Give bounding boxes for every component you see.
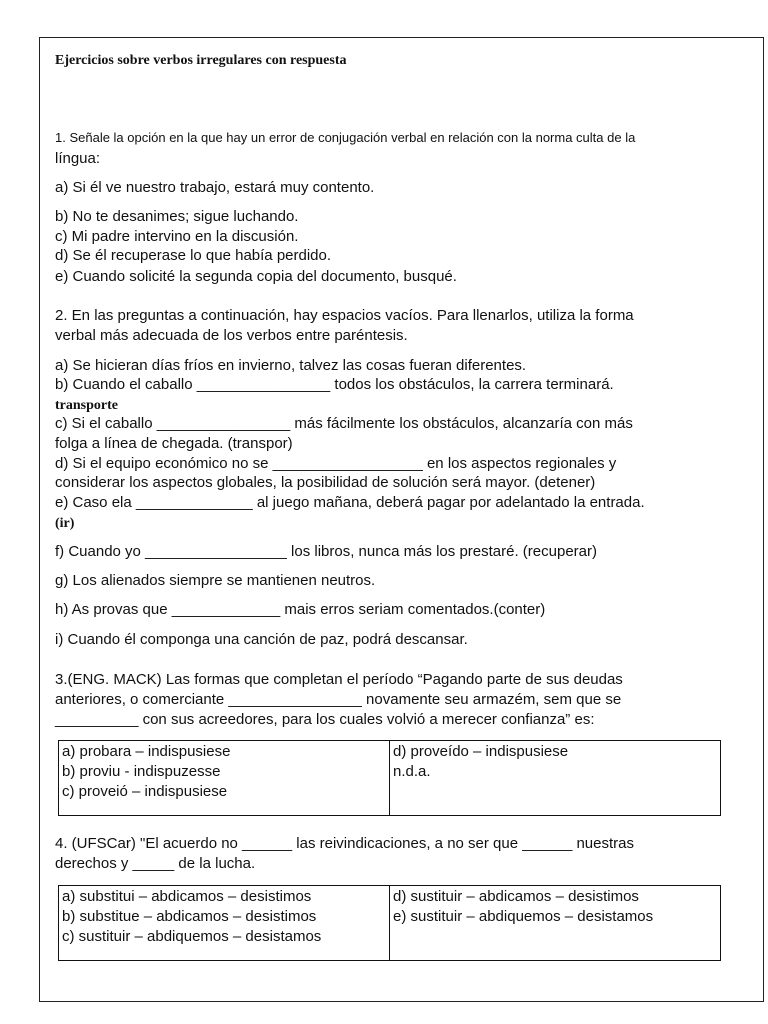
- q3-option-a: a) probara – indispusiese: [62, 743, 231, 760]
- q1-option-c: c) Mi padre intervino en la discusión.: [55, 228, 299, 245]
- worksheet-page: [39, 37, 764, 1002]
- q3-line2: anteriores, o comerciante ________________ novamente seu armazém, sem que se: [55, 691, 622, 708]
- q2-item-b: b) Cuando el caballo ________________ todos los obstáculos, la carrera terminará.: [55, 376, 614, 393]
- q4-right-cell: [390, 886, 721, 961]
- q2-item-b-verb: transporte: [55, 398, 118, 413]
- q2-item-c-line1: c) Si el caballo ________________ más fácilmente los obstáculos, alcanzaría con más: [55, 415, 633, 432]
- q3-answer-table: [58, 740, 721, 816]
- q1-option-e: e) Cuando solicité la segunda copia del documento, busqué.: [55, 268, 457, 285]
- q4-option-d: d) sustituir – abdicamos – desistimos: [393, 888, 639, 905]
- q1-prompt-line2: língua:: [55, 150, 101, 167]
- q2-prompt-line1: 2. En las preguntas a continuación, hay espacios vacíos. Para llenarlos, utiliza la forma: [55, 307, 634, 324]
- q3-option-nda: n.d.a.: [393, 763, 431, 780]
- q1-option-d: d) Se él recuperase lo que había perdido.: [55, 247, 332, 264]
- q3-left-cell: [59, 741, 390, 816]
- q2-item-a: a) Se hicieran días fríos en invierno, talvez las cosas fueran diferentes.: [55, 357, 527, 374]
- q2-item-c-line2: folga a línea de chegada. (transpor): [55, 435, 293, 452]
- q4-option-a: a) substitui – abdicamos – desistimos: [62, 888, 312, 905]
- q4-answer-table: [58, 885, 721, 961]
- q1-option-a: a) Si él ve nuestro trabajo, estará muy contento.: [55, 179, 375, 196]
- q1-prompt-line1: 1. Señale la opción en la que hay un error de conjugación verbal en relación con la norma culta de la: [55, 130, 636, 145]
- q4-option-e: e) sustituir – abdiquemos – desistamos: [393, 908, 654, 925]
- q4-option-c: c) sustituir – abdiquemos – desistamos: [62, 928, 322, 945]
- q1-option-b: b) No te desanimes; sigue luchando.: [55, 208, 299, 225]
- q2-item-f: f) Cuando yo _________________ los libros, nunca más los prestaré. (recuperar): [55, 543, 597, 560]
- q3-right-cell: [390, 741, 721, 816]
- q2-prompt-line2: verbal más adecuada de los verbos entre paréntesis.: [55, 327, 408, 344]
- q2-item-e: e) Caso ela ______________ al juego mañana, deberá pagar por adelantado la entrada.: [55, 494, 645, 511]
- q2-item-e-verb: (ir): [55, 516, 75, 531]
- q2-item-d-line2: considerar los aspectos globales, la posibilidad de solución será mayor. (detener): [55, 474, 596, 491]
- q3-option-d: d) proveído – indispusiese: [393, 743, 569, 760]
- q4-line1: 4. (UFSCar) "El acuerdo no ______ las reivindicaciones, a no ser que ______ nuestras: [55, 835, 634, 852]
- page-title: Ejercicios sobre verbos irregulares con respuesta: [55, 53, 347, 68]
- q3-line1: 3.(ENG. MACK) Las formas que completan el período “Pagando parte de sus deudas: [55, 671, 623, 688]
- q2-item-i: i) Cuando él componga una canción de paz, podrá descansar.: [55, 631, 468, 648]
- q3-option-c: c) proveió – indispusiese: [62, 783, 228, 800]
- q3-option-b: b) proviu - indispuzesse: [62, 763, 221, 780]
- q2-item-g: g) Los alienados siempre se mantienen neutros.: [55, 572, 376, 589]
- q3-line3: __________ con sus acreedores, para los cuales volvió a merecer confianza” es:: [55, 711, 595, 728]
- q4-line2: derechos y _____ de la lucha.: [55, 855, 256, 872]
- q2-item-d-line1: d) Si el equipo económico no se __________________ en los aspectos regionales y: [55, 455, 617, 472]
- q2-item-h: h) As provas que _____________ mais erros seriam comentados.(conter): [55, 601, 546, 618]
- q4-left-cell: [59, 886, 390, 961]
- q4-option-b: b) substitue – abdicamos – desistimos: [62, 908, 317, 925]
